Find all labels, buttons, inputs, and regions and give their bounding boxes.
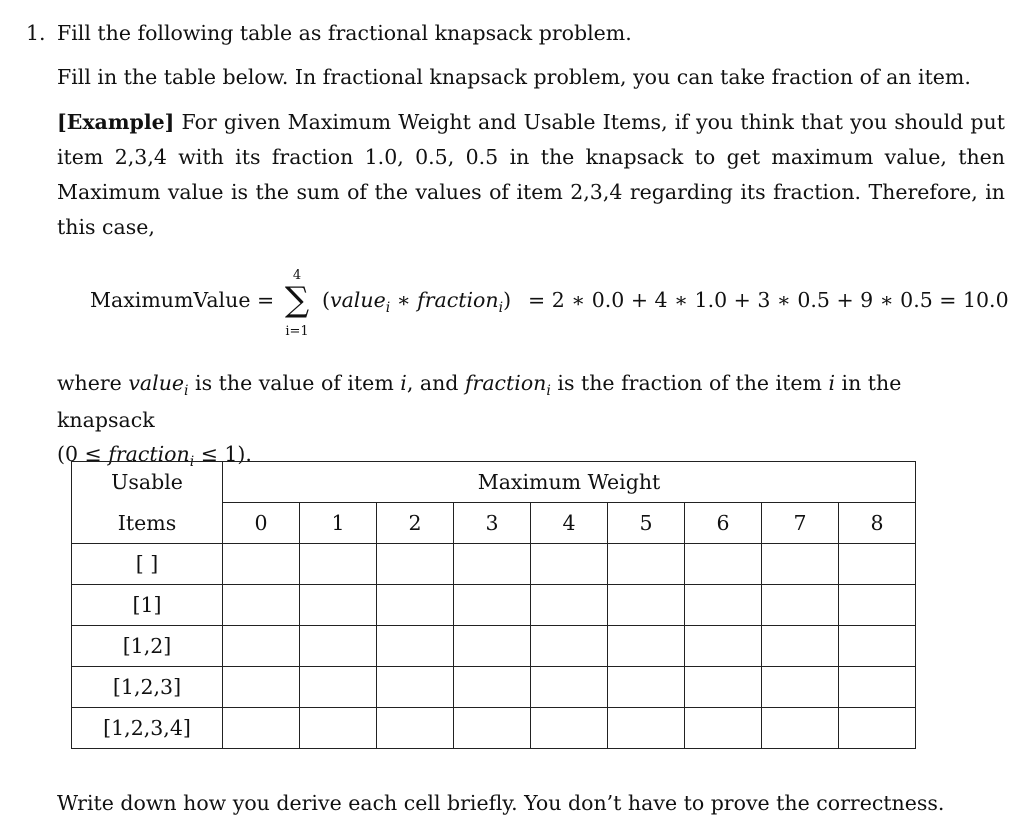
example-text: For given Maximum Weight and Usable Items, if you think that you should put item 2,3,4 with its fraction 1.0, 0.5, 0.5 in the knapsack to get maximum value, then Maximum value is the sum of the values of item 2,3,4 regarding its fraction. Therefore, in this case,: [57, 110, 1005, 239]
value-cell[interactable]: [608, 708, 685, 749]
where-range-close: ≤ 1).: [194, 442, 252, 466]
weight-header: 5: [608, 503, 685, 544]
value-cell[interactable]: [377, 585, 454, 626]
value-cell[interactable]: [839, 667, 916, 708]
value-cell[interactable]: [762, 585, 839, 626]
where-value: value: [128, 371, 185, 395]
value-cell[interactable]: [762, 708, 839, 749]
value-cell[interactable]: [377, 667, 454, 708]
value-cell[interactable]: [531, 544, 608, 585]
usable-header-cell: [72, 462, 223, 503]
weight-header: 8: [839, 503, 916, 544]
usable-header: Usable: [111, 470, 183, 495]
where-paragraph: [57, 366, 1005, 474]
formula-rhs: = 2 ∗ 0.0 + 4 ∗ 1.0 + 3 ∗ 0.5 + 9 ∗ 0.5 = 10.0: [528, 288, 1009, 312]
item-set-label: [1]: [72, 585, 223, 626]
example-label: [Example]: [57, 110, 175, 134]
value-cell[interactable]: [454, 708, 531, 749]
example-paragraph: [57, 105, 1005, 245]
term-value: value: [330, 288, 386, 312]
value-cell[interactable]: [608, 585, 685, 626]
table-row: [72, 585, 916, 626]
term-close-paren: ): [503, 288, 512, 312]
term-open-paren: (: [322, 288, 330, 312]
table-row: [72, 544, 916, 585]
value-cell[interactable]: [762, 667, 839, 708]
item-set-label: [1,2,3,4]: [72, 708, 223, 749]
sum-lower-limit: i=1: [285, 324, 309, 339]
footer-instruction: Write down how you derive each cell briefly. You don’t have to prove the correctness.: [57, 791, 945, 815]
value-cell[interactable]: [839, 626, 916, 667]
sigma-symbol: ∑: [284, 280, 310, 320]
knapsack-table: [71, 461, 916, 749]
value-cell[interactable]: [685, 585, 762, 626]
value-cell[interactable]: [377, 626, 454, 667]
where-value-subscript: i: [184, 383, 189, 399]
value-cell[interactable]: [223, 544, 300, 585]
value-cell[interactable]: [839, 708, 916, 749]
question-title: Fill the following table as fractional knapsack problem.: [57, 21, 632, 45]
where-text-3: , and: [406, 371, 465, 395]
value-cell[interactable]: [685, 708, 762, 749]
table-row: [72, 626, 916, 667]
value-cell[interactable]: [300, 544, 377, 585]
weight-header: 4: [531, 503, 608, 544]
value-cell[interactable]: [300, 585, 377, 626]
where-i-2: i: [828, 371, 835, 395]
term-times: ∗: [390, 288, 418, 312]
question-number: 1.: [26, 21, 46, 45]
term-fraction-subscript: i: [498, 300, 504, 316]
items-header: Items: [117, 510, 177, 535]
item-set-label: [1,2,3]: [72, 667, 223, 708]
where-text-5: in the knapsack: [57, 371, 902, 432]
value-cell[interactable]: [377, 708, 454, 749]
item-set-label: [ ]: [72, 544, 223, 585]
where-fraction: fraction: [464, 371, 547, 395]
value-cell[interactable]: [454, 626, 531, 667]
value-cell[interactable]: [762, 626, 839, 667]
sum-upper-limit: 4: [292, 268, 302, 283]
table-row: [72, 667, 916, 708]
formula-term: [322, 288, 512, 316]
value-cell[interactable]: [839, 544, 916, 585]
weight-header: 3: [454, 503, 531, 544]
value-cell[interactable]: [454, 585, 531, 626]
value-cell[interactable]: [454, 667, 531, 708]
where-fraction-subscript: i: [546, 383, 551, 399]
value-cell[interactable]: [608, 626, 685, 667]
value-cell[interactable]: [223, 708, 300, 749]
value-cell[interactable]: [839, 585, 916, 626]
where-range-fraction: fraction: [108, 442, 190, 466]
where-text-4: is the fraction of the item: [550, 371, 829, 395]
value-cell[interactable]: [223, 667, 300, 708]
weight-header: 6: [685, 503, 762, 544]
term-value-subscript: i: [385, 300, 391, 316]
value-cell[interactable]: [377, 544, 454, 585]
intro-paragraph: Fill in the table below. In fractional knapsack problem, you can take fraction of an item.: [57, 65, 971, 89]
value-cell[interactable]: [608, 544, 685, 585]
table-header-row-1: [72, 462, 916, 503]
weight-header: 1: [300, 503, 377, 544]
value-cell[interactable]: [300, 626, 377, 667]
value-cell[interactable]: [762, 544, 839, 585]
value-cell[interactable]: [300, 667, 377, 708]
formula-lhs: MaximumValue =: [90, 288, 275, 312]
where-text-2: is the value of item: [188, 371, 401, 395]
items-header-cell: [72, 503, 223, 544]
value-cell[interactable]: [531, 708, 608, 749]
weight-header: 7: [762, 503, 839, 544]
item-set-label: [1,2]: [72, 626, 223, 667]
where-text-1: where: [57, 371, 129, 395]
value-cell[interactable]: [685, 626, 762, 667]
where-i: i: [400, 371, 407, 395]
value-cell[interactable]: [223, 585, 300, 626]
weight-header: 2: [377, 503, 454, 544]
term-fraction: fraction: [417, 288, 499, 312]
where-range-open: (0 ≤: [57, 442, 109, 466]
value-cell[interactable]: [531, 626, 608, 667]
table-row: [72, 708, 916, 749]
value-cell[interactable]: [608, 667, 685, 708]
value-cell[interactable]: [300, 708, 377, 749]
maximum-value-formula: [90, 266, 1009, 346]
value-cell[interactable]: [531, 585, 608, 626]
max-weight-header: Maximum Weight: [223, 462, 916, 503]
where-range-subscript: i: [189, 454, 195, 470]
value-cell[interactable]: [223, 626, 300, 667]
value-cell[interactable]: [685, 667, 762, 708]
value-cell[interactable]: [685, 544, 762, 585]
value-cell[interactable]: [531, 667, 608, 708]
table-header-row-2: [72, 503, 916, 544]
summation: [277, 266, 317, 346]
value-cell[interactable]: [454, 544, 531, 585]
weight-header: 0: [223, 503, 300, 544]
